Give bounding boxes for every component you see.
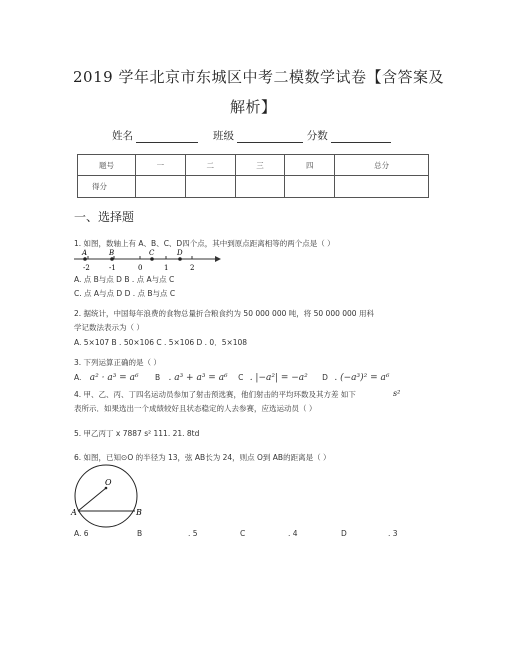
name-blank	[136, 132, 198, 143]
q6-option-a: A. 6	[74, 529, 89, 538]
q3-options	[74, 373, 389, 383]
score-table-header-row	[78, 155, 429, 176]
point-label-b: B	[109, 249, 115, 257]
label-b: B	[136, 508, 142, 517]
q5-text: 5. 甲乙丙丁 x 7887 s² 111. 21. 8td	[74, 429, 200, 438]
center-dot	[105, 487, 108, 490]
header-cell: 题号	[78, 155, 136, 176]
point-label-c: C	[149, 249, 155, 257]
q3-option-b-formula: . a³ + a³ = a⁶	[168, 373, 228, 383]
q3-stem: 3. 下列运算正确的是（ ）	[74, 358, 161, 367]
q3-option-d-label: D	[322, 373, 328, 382]
row-label-cell: 得分	[78, 176, 136, 198]
q4-stem-line2: 表所示．如果选出一个成绩较好且状态稳定的人去参赛，应选运动员（ ）	[74, 404, 317, 413]
q1-options-cd: C. 点 A与点 D D . 点 B与点 C	[74, 289, 176, 298]
q3-option-c-label: C	[238, 373, 244, 382]
point-c-dot	[150, 257, 154, 261]
class-label: 班级	[213, 130, 235, 142]
score-cell	[185, 176, 235, 198]
q2-options: A. 5×107 B . 50×106 C . 5×106 D . 0．5×108	[74, 338, 248, 347]
q3-option-a-formula: a² · a³ = a⁶	[89, 373, 139, 383]
score-table	[77, 154, 429, 198]
point-d-dot	[178, 257, 182, 261]
q6-option-c-value: . 4	[288, 529, 298, 538]
point-label-d: D	[177, 249, 183, 257]
q1-stem: 1. 如图，数轴上有 A、B、C、D四个点，其中到原点距离相等的两个点是（ ）	[74, 239, 335, 248]
point-a-dot	[83, 257, 87, 261]
q1-options-ab: A. 点 B与点 D B . 点 A与点 C	[74, 275, 175, 284]
number-line-arrow	[215, 256, 221, 262]
header-cell: 三	[235, 155, 285, 176]
student-info-line	[112, 128, 391, 143]
score-cell	[235, 176, 285, 198]
header-cell: 总分	[335, 155, 429, 176]
q2-stem-line1: 2. 据统计，中国每年浪费的食物总量折合粮食约为 50 000 000 吨，将 50 000 000 用科	[74, 309, 374, 318]
point-label-a: A	[82, 249, 88, 257]
q3-option-c-formula: . |−a²| = −a²	[249, 373, 308, 383]
score-label: 分数	[306, 130, 328, 142]
tick-label: 0	[138, 264, 143, 272]
score-table-score-row	[78, 176, 429, 198]
score-blank	[331, 132, 391, 143]
q6-option-b-letter: B	[137, 529, 143, 538]
tick-label: 1	[164, 264, 169, 272]
circle-figure	[70, 462, 144, 528]
page-title: 2019 学年北京市东城区中考二模数学试卷【含答案及	[73, 68, 444, 86]
q3-option-a-label: A.	[74, 373, 82, 382]
name-label: 姓名	[112, 130, 133, 142]
header-cell: 四	[285, 155, 335, 176]
point-b-dot	[110, 257, 114, 261]
q2-stem-line2: 学记数法表示为（ ）	[74, 323, 144, 332]
page-title-continued: 解析】	[230, 98, 277, 116]
circle-o	[75, 465, 137, 527]
q6-option-c-letter: C	[240, 529, 246, 538]
tick-label: -2	[83, 264, 90, 272]
score-cell	[285, 176, 335, 198]
tick-label: 2	[190, 264, 195, 272]
q6-option-b-value: . 5	[188, 529, 198, 538]
score-cell	[335, 176, 429, 198]
label-o: O	[105, 478, 112, 487]
section-heading: 一、选择题	[74, 210, 135, 224]
tick-label: -1	[109, 264, 116, 272]
class-blank	[237, 132, 303, 143]
label-a: A	[71, 508, 77, 517]
q3-option-d-formula: . (−a³)² = a⁶	[334, 373, 390, 383]
q3-option-b-label: B	[154, 373, 161, 382]
header-cell: 二	[185, 155, 235, 176]
q6-option-d-value: . 3	[388, 529, 398, 538]
header-cell: 一	[136, 155, 186, 176]
number-line-figure	[72, 247, 222, 273]
q6-option-d-letter: D	[341, 529, 347, 538]
q4-stem-line1: 4. 甲、乙、丙、丁四名运动员参加了射击预选赛，他们射击的平均环数及其方差 如下	[74, 390, 356, 399]
q6-stem: 6. 如图，已知⊙O 的半径为 13，弦 AB长为 24，则点 O到 AB的距离是（ ）	[74, 453, 331, 462]
score-cell	[136, 176, 186, 198]
q4-variance-symbol: s²	[393, 389, 401, 398]
radius-oa	[78, 488, 106, 511]
